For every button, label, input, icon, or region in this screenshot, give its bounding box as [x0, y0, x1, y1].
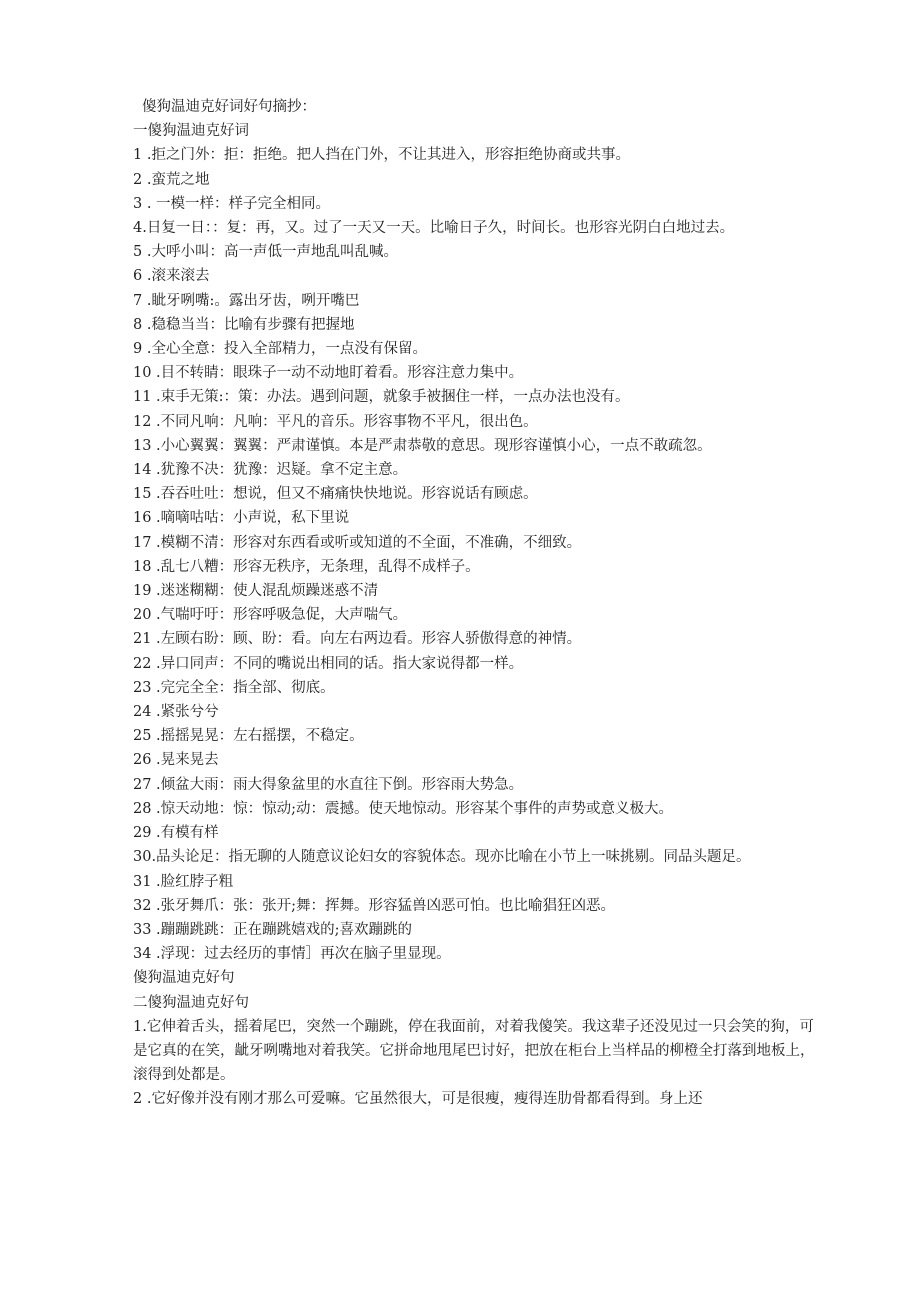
- word-entry: 1 .拒之门外：拒：拒绝。把人挡在门外，不让其进入，形容拒绝协商或共事。: [133, 147, 630, 164]
- word-entry: 22 .异口同声：不同的嘴说出相同的话。指大家说得都一样。: [133, 655, 524, 672]
- section-heading-sentences: 二傻狗温迪克好句: [133, 994, 249, 1011]
- sentence-entry: 1.它伸着舌头，摇着尾巴，突然一个蹦跳，停在我面前，对着我傻笑。我这辈子还没见过一只会笑的狗，可是它真的在笑，龇牙咧嘴地对着我笑。它拼命地甩尾巴讨好，把放在柜台上当样品的柳橙全打落到地板上，滚得到处都是。: [133, 1018, 815, 1084]
- word-entry: 10 .目不转睛：眼珠子一动不动地盯着看。形容注意力集中。: [133, 365, 524, 382]
- word-entry: 30.品头论足：指无聊的人随意议论妇女的容貌体态。现亦比喻在小节上一味挑剔。同品头题足。: [133, 849, 751, 866]
- word-entry: 12 .不同凡响：凡响：平凡的音乐。形容事物不平凡，很出色。: [133, 413, 538, 430]
- word-entry: 32 .张牙舞爪：张：张开;舞：挥舞。形容猛兽凶恶可怕。也比喻猖狂凶恶。: [133, 897, 616, 914]
- word-entry: 17 .模糊不清：形容对东西看或听或知道的不全面，不准确，不细致。: [133, 534, 582, 551]
- word-entry: 11 .束手无策:：策：办法。遇到问题，就象手被捆住一样，一点办法也没有。: [133, 389, 630, 406]
- word-entry: 13 .小心翼翼：翼翼：严肃谨慎。本是严肃恭敬的意思。现形容谨慎小心，一点不敢疏忽。: [133, 437, 712, 454]
- word-entry: 27 .倾盆大雨：雨大得象盆里的水直往下倒。形容雨大势急。: [133, 776, 524, 793]
- word-entry: 31 .脸红脖子粗: [133, 873, 234, 890]
- word-entry: 7 .眦牙咧嘴:。露出牙齿，咧开嘴巴: [133, 292, 360, 309]
- word-entry: 16 .嘀嘀咕咕：小声说，私下里说: [133, 510, 350, 527]
- word-entry: 14 .犹豫不决：犹豫：迟疑。拿不定主意。: [133, 462, 408, 479]
- word-entry: 33 .蹦蹦跳跳：正在蹦跳嬉戏的;喜欢蹦跳的: [133, 921, 413, 938]
- section-label-sentences: 傻狗温迪克好句: [133, 970, 235, 987]
- word-entry: 28 .惊天动地：惊：惊动;动：震撼。使天地惊动。形容某个事件的声势或意义极大。: [133, 800, 674, 817]
- word-entry: 34 .浮现：过去经历的事情］再次在脑子里显现。: [133, 946, 451, 963]
- document-title: 傻狗温迪克好词好句摘抄：: [142, 99, 316, 115]
- word-entry: 8 .稳稳当当：比喻有步骤有把握地: [133, 316, 355, 333]
- word-entry: 18 .乱七八糟：形容无秩序，无条理，乱得不成样子。: [133, 558, 480, 575]
- word-entry: 15 .吞吞吐吐：想说，但又不痛痛快快地说。形容说话有顾虑。: [133, 486, 538, 503]
- word-entry: 3 . 一模一样：样子完全相同。: [133, 195, 331, 212]
- word-entry: 26 .晃来晃去: [133, 752, 219, 769]
- word-entry: 9 .全心全意：投入全部精力，一点没有保留。: [133, 341, 427, 358]
- section-heading-words: 一傻狗温迪克好词: [133, 123, 249, 140]
- word-entry: 24 .紧张兮兮: [133, 704, 219, 721]
- word-entry: 25 .摇摇晃晃：左右摇摆，不稳定。: [133, 728, 364, 745]
- word-entry: 29 .有模有样: [133, 825, 219, 842]
- word-entry: 4.日复一日：：复：再，又。过了一天又一天。比喻日子久，时间长。也形容光阴白白地过去。: [133, 220, 735, 237]
- word-entry: 5 .大呼小叫：高一声低一声地乱叫乱喊。: [133, 244, 398, 261]
- word-entry: 21 .左顾右盼：顾、盼：看。向左右两边看。形容人骄傲得意的神情。: [133, 631, 582, 648]
- sentence-entry: 2 .它好像并没有刚才那么可爱嘛。它虽然很大，可是很瘦，瘦得连肋骨都看得到。身上还: [133, 1091, 703, 1108]
- word-entry: 20 .气喘吁吁：形容呼吸急促，大声喘气。: [133, 607, 408, 624]
- word-entry: 23 .完完全全：指全部、彻底。: [133, 679, 335, 696]
- word-entry: 2 .蛮荒之地: [133, 171, 210, 188]
- word-entry: 6 .滚来滚去: [133, 268, 210, 285]
- word-entry: 19 .迷迷糊糊：使人混乱烦躁迷惑不清: [133, 583, 379, 600]
